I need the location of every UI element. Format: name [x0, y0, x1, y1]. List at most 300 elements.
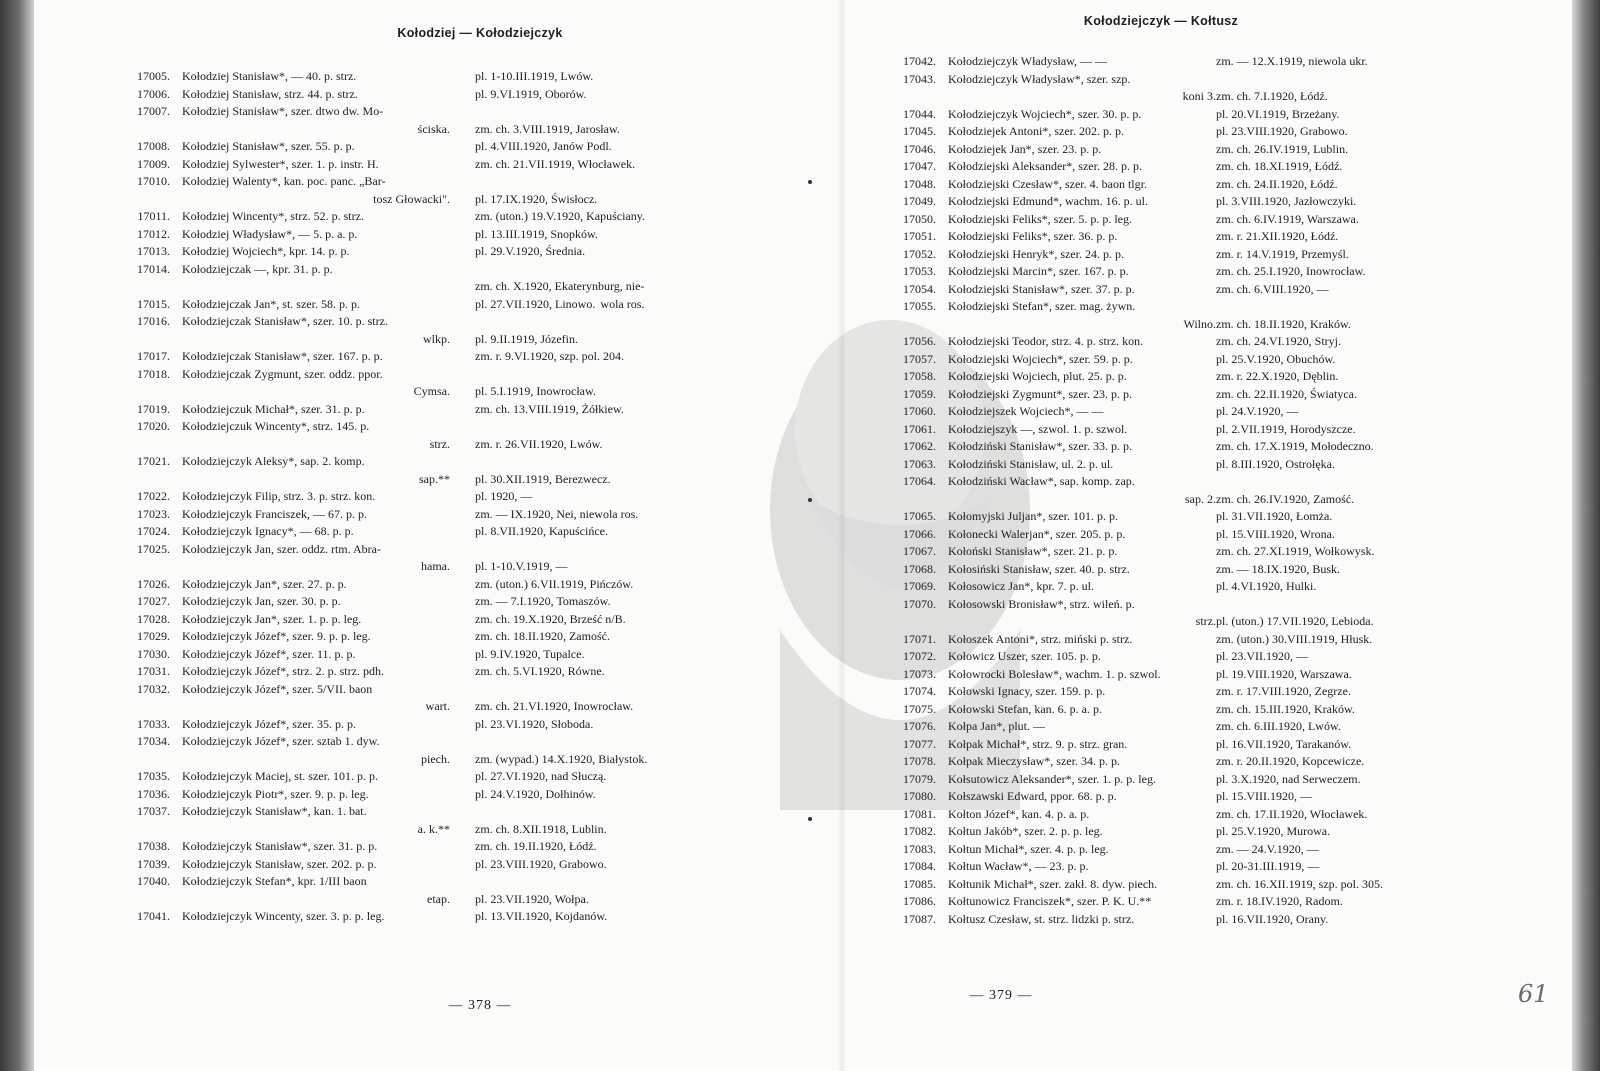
entry-number: 17006.	[137, 86, 170, 101]
entry	[886, 823, 1576, 841]
entry-detail-text: pl. 23.VII.1920, —	[1216, 649, 1308, 663]
entry-number: 17075.	[903, 701, 936, 716]
entry-number: 17033.	[137, 716, 170, 731]
entry-number: 17020.	[137, 419, 170, 433]
entry	[886, 701, 1576, 719]
entry-number: 17083.	[903, 841, 936, 856]
entry-name-continuation: Wilno.	[1183, 316, 1216, 331]
entry	[120, 506, 840, 524]
entry-number: 17030.	[137, 646, 170, 661]
entry-name: Kołodziejczyk Jan, szer. oddz. rtm. Abra-	[182, 541, 381, 556]
entry-name: Kołodziejczuk Wincenty*, strz. 145. p.	[182, 419, 370, 433]
entry-detail-text: pl. 20.VI.1919, Brzeżany.	[1216, 106, 1340, 121]
entry-name: Kołosowski Bronisław*, strz. wileń. p.	[948, 596, 1135, 611]
entry-detail	[475, 68, 593, 86]
entry	[886, 631, 1576, 649]
entry-detail	[1216, 648, 1308, 666]
entry	[886, 228, 1576, 246]
handwritten-note: 61	[1518, 980, 1549, 1008]
entry-detail	[475, 523, 608, 541]
entry-detail-text: pl. 9.II.1919, Józefin.	[475, 331, 578, 346]
entry-number: 17065.	[903, 509, 936, 523]
entry-name: Kołosiński Stanisław, szer. 40. p. strz.	[948, 561, 1130, 576]
entry-detail	[1216, 578, 1316, 596]
entry-detail	[1216, 736, 1351, 754]
entry-detail-text: zm. ch. 16.XII.1919, szp. pol. 305.	[1216, 876, 1383, 891]
entry-number: 17056.	[903, 334, 936, 348]
entry-number: 17011.	[137, 209, 170, 223]
entry-detail-text: zm. ch. 7.I.1920, Łódź.	[1216, 89, 1328, 103]
entry-detail	[475, 751, 647, 769]
entry-detail-text: pl. 27.VI.1920, nad Słuczą.	[475, 769, 607, 783]
entry-detail-text: zm. ch. 24.II.1920, Łódź.	[1216, 176, 1338, 191]
entry-number: 17012.	[137, 226, 170, 241]
entry	[886, 876, 1576, 894]
entry-detail	[475, 191, 597, 209]
entry-name-continuation: Cymsa.	[413, 384, 450, 398]
entry-detail-text: zm. ch. 6.VIII.1920, —	[1216, 281, 1329, 296]
entry-name: Kołtun Jakób*, szer. 2. p. p. leg.	[948, 824, 1103, 838]
entry	[886, 858, 1576, 876]
entry-number: 17082.	[903, 824, 936, 838]
entry-name: Kołodziejczyk Wincenty, szer. 3. p. p. leg.	[182, 909, 385, 923]
entry-detail	[1216, 666, 1352, 684]
entry-number: 17040.	[137, 874, 170, 888]
entry-name: Kołodziejczak Jan*, st. szer. 58. p. p.	[182, 296, 360, 311]
entry-name: Kołtun Michał*, szer. 4. p. p. leg.	[948, 841, 1109, 856]
entry-name: Kołodziejczyk Aleksy*, sap. 2. komp.	[182, 454, 365, 468]
entry-number: 17076.	[903, 719, 936, 733]
entry-name: Kołodziejski Czesław*, szer. 4. baon tlgr.	[948, 176, 1147, 191]
entry-name: Kołonecki Walerjan*, szer. 205. p. p.	[948, 526, 1126, 541]
entry-detail-text: pl. 5.I.1919, Inowrocław.	[475, 384, 596, 398]
entry	[886, 368, 1576, 386]
entry-detail	[475, 436, 603, 454]
entry-detail	[1216, 876, 1383, 894]
entry-number: 17081.	[903, 806, 936, 821]
entry-list	[886, 53, 1576, 928]
entry-detail	[1216, 491, 1354, 509]
entry-number: 17009.	[137, 156, 170, 171]
entry-number: 17055.	[903, 299, 936, 313]
entry-detail-text: pl. 23.VIII.1920, Grabowo.	[475, 856, 607, 871]
entry-detail	[1216, 753, 1364, 771]
entry-detail-text: pl. 8.VII.1920, Kapuścińce.	[475, 524, 608, 538]
entry-number: 17069.	[903, 579, 936, 593]
entry	[120, 453, 840, 488]
entry-detail	[475, 628, 610, 646]
entry-name: Kołodziejczyk Józef*, szer. 5/VII. baon	[182, 681, 373, 696]
entry-number: 17016.	[137, 314, 170, 328]
entry-name: Kołodziejski Feliks*, szer. 36. p. p.	[948, 229, 1118, 243]
entry-number: 17049.	[903, 194, 936, 208]
entry-detail-text: zm. ch. 13.VIII.1919, Żółkiew.	[475, 401, 624, 416]
left-page	[120, 0, 840, 1071]
entry	[120, 68, 840, 86]
entry-detail-text: pl. 23.VII.1920, Wołpa.	[475, 891, 589, 906]
entry-detail	[475, 296, 595, 314]
entry-number: 17048.	[903, 176, 936, 191]
entry-detail	[1216, 456, 1335, 474]
entry-name: Kołtun Wacław*, — 23. p. p.	[948, 859, 1089, 873]
entry	[120, 243, 840, 261]
entry-detail-text: pl. 16.VII.1920, Orany.	[1216, 911, 1329, 926]
entry-name: Kołodziejski Zygmunt*, szer. 23. p. p.	[948, 386, 1132, 401]
entry-name: Kołodziński Stanisław*, szer. 33. p. p.	[948, 439, 1132, 453]
entry-number: 17059.	[903, 386, 936, 401]
entry-detail-text: pl. 19.VIII.1920, Warszawa.	[1216, 666, 1352, 681]
entry	[120, 628, 840, 646]
entry-name-continuation: wlkp.	[423, 331, 450, 346]
entry-detail-text: zm. r. 20.II.1920, Kopcewicze.	[1216, 754, 1365, 768]
entry-name: Kołodziej Wojciech*, kpr. 14. p. p.	[182, 244, 350, 258]
entry-name: Kołodziejski Teodor, strz. 4. p. strz. kon.	[948, 334, 1144, 348]
entry-number: 17044.	[903, 106, 936, 121]
entry	[886, 666, 1576, 684]
entry-number: 17063.	[903, 456, 936, 471]
entry-detail-text: pl. 3.X.1920, nad Serweczem.	[1216, 771, 1361, 786]
entry-name: Kołodziejski Henryk*, szer. 24. p. p.	[948, 246, 1124, 261]
entry-detail-text: zm. (uton.) 30.VIII.1919, Hłusk.	[1216, 631, 1373, 646]
entry-detail	[1216, 53, 1368, 71]
entry-number: 17067.	[903, 544, 936, 558]
entry	[886, 893, 1576, 911]
entry-number: 17024.	[137, 524, 170, 538]
entry-detail	[1216, 421, 1356, 439]
entry-detail-text: zm. ch. 27.XI.1919, Wołkowysk.	[1216, 544, 1375, 558]
entry-detail-text: zm. — 7.I.1920, Tomaszów.	[475, 594, 611, 608]
left-book-edge	[0, 0, 34, 1071]
entry-number: 17028.	[137, 611, 170, 626]
entry-detail-text: pl. 25.V.1920, Obuchów.	[1216, 351, 1336, 366]
entry-name: Kołodziejczyk Maciej, st. szer. 101. p. p.	[182, 769, 378, 783]
entry-detail-text: zm. (wypad.) 14.X.1920, Białystok.	[475, 751, 648, 766]
entry-name: Kołoński Stanisław*, szer. 21. p. p.	[948, 544, 1118, 558]
entry-name: Kołodziejczak Stanisław*, szer. 167. p. p.	[182, 349, 383, 363]
entry-number: 17008.	[137, 139, 170, 153]
entry	[886, 421, 1576, 439]
entry-detail-text: pl. 27.VII.1920, Linowo.	[475, 296, 596, 311]
entry-number: 17018.	[137, 366, 170, 381]
entry-name-continuation: tosz Głowacki".	[373, 191, 450, 206]
entry	[886, 403, 1576, 421]
entry-name: Kołodziejczyk Władysław*, szer. szp.	[948, 71, 1131, 86]
entry	[886, 176, 1576, 194]
entry-detail	[1216, 316, 1351, 334]
entry	[120, 593, 840, 611]
entry-detail	[1216, 823, 1330, 841]
entry-number: 17042.	[903, 54, 936, 68]
entry	[120, 576, 840, 594]
entry-detail	[1216, 893, 1343, 911]
entry-detail-continuation: wola ros.	[600, 296, 645, 311]
entry-name: Kołowicz Uszer, szer. 105. p. p.	[948, 649, 1101, 663]
entry-detail-text: zm. r. 14.V.1919, Przemyśl.	[1216, 246, 1349, 261]
entry-name: Kołtunowicz Franciszek*, szer. P. K. U.**	[948, 894, 1152, 908]
entry-detail-text: pl. 24.V.1920, Dołhinów.	[475, 786, 596, 801]
entry	[120, 908, 840, 926]
entry	[886, 438, 1576, 456]
entry-number: 17085.	[903, 876, 936, 891]
entry-detail-text: zm. ch. 19.X.1920, Brześć n/B.	[475, 611, 626, 626]
entry-name: Kołodziej Stanisław*, szer. dtwo dw. Mo-	[182, 104, 384, 118]
entry	[120, 646, 840, 664]
entry	[886, 333, 1576, 351]
entry-name: Kołodziejczak Stanisław*, szer. 10. p. strz.	[182, 314, 388, 328]
entry-number: 17053.	[903, 264, 936, 278]
entry	[886, 298, 1576, 333]
entry-detail-text: pl. 16.VII.1920, Tarakanów.	[1216, 736, 1352, 751]
entry-name: Kołodziej Stanisław, strz. 44. p. strz.	[182, 86, 358, 101]
entry-detail	[475, 226, 598, 244]
entry-number: 17025.	[137, 541, 170, 556]
entry-detail-text: pl. 13.VII.1920, Kojdanów.	[475, 909, 608, 923]
entry-detail-text: pl. 17.IX.1920, Świsłocz.	[475, 191, 598, 206]
entry-number: 17022.	[137, 489, 170, 503]
entry-number: 17073.	[903, 666, 936, 681]
entry-detail	[475, 488, 532, 506]
entry-detail	[1216, 123, 1348, 141]
entry-detail	[1216, 141, 1348, 159]
entry	[886, 911, 1576, 929]
entry-number: 17054.	[903, 281, 936, 296]
entry-detail-text: pl. 30.XII.1919, Berezwecz.	[475, 471, 611, 486]
entry-name: Kołsutowicz Aleksander*, szer. 1. p. p. leg.	[948, 771, 1156, 786]
entry-detail-text: pl. 3.VIII.1920, Jazłowczyki.	[1216, 194, 1357, 208]
entry-number: 17019.	[137, 401, 170, 416]
entry-name: Kołodziej Stanisław*, — 40. p. strz.	[182, 69, 357, 83]
entry-detail-text: pl. 9.VI.1919, Oborów.	[475, 86, 587, 101]
entry-name: Kołodziejczyk Józef*, szer. 35. p. p.	[182, 716, 356, 731]
entry	[120, 86, 840, 104]
entry	[886, 771, 1576, 789]
entry-name-continuation: strz.	[429, 436, 450, 451]
entry-name-continuation: wart.	[425, 699, 450, 713]
entry-detail-text: pl. 8.III.1920, Ostrołęka.	[1216, 456, 1335, 471]
entry	[120, 348, 840, 366]
entry	[886, 543, 1576, 561]
entry-name: Kołodziej Stanisław*, szer. 55. p. p.	[182, 139, 355, 153]
entry-name: Kołodziejczyk Franciszek, — 67. p. p.	[182, 506, 367, 521]
entry-name-continuation: a. k.**	[417, 821, 450, 836]
entry-number: 17046.	[903, 141, 936, 156]
entry-name: Kołodziejski Edmund*, wachm. 16. p. ul.	[948, 194, 1148, 208]
entry-detail	[475, 908, 607, 926]
entry	[120, 173, 840, 208]
entry-number: 17064.	[903, 474, 936, 488]
entry-detail	[1216, 88, 1328, 106]
entry-number: 17007.	[137, 104, 170, 118]
entry-detail-text: zm. ch. 18.II.1920, Zamość.	[475, 629, 610, 643]
entry-name: Kołodziej Walenty*, kan. poc. panc. „Bar-	[182, 174, 386, 188]
entry-detail-text: zm. r. 22.X.1920, Dęblin.	[1216, 369, 1339, 383]
entry-name: Kołodziejczyk Stefan*, kpr. 1/III baon	[182, 874, 367, 888]
entry-detail	[475, 208, 645, 226]
entry-number: 17051.	[903, 229, 936, 243]
running-head: Kołodziej — Kołodziejczyk	[397, 26, 563, 40]
entry-detail-text: zm. ch. 19.II.1920, Łódź.	[475, 839, 597, 853]
entry-number: 17072.	[903, 649, 936, 663]
entry-detail-text: pl. 1-10.V.1919, —	[475, 559, 568, 573]
entry-detail-text: pl. (uton.) 17.VII.1920, Lebioda.	[1216, 614, 1374, 628]
entry-detail-text: zm. ch. 6.IV.1919, Warszawa.	[1216, 211, 1359, 226]
entry-name: Kołodziejczyk Stanisław, szer. 202. p. p.	[182, 856, 377, 871]
entry-detail	[1216, 333, 1341, 351]
entry-number: 17086.	[903, 894, 936, 908]
entry-name: Kołodziejski Wojciech*, szer. 59. p. p.	[948, 351, 1133, 366]
entry	[120, 138, 840, 156]
entry-name: Kołpak Michał*, strz. 9. p. strz. gran.	[948, 736, 1128, 751]
entry	[886, 473, 1576, 508]
entry	[120, 226, 840, 244]
entry-name: Kołodziej Władysław*, — 5. p. a. p.	[182, 226, 358, 241]
entry-detail-text: pl. 2.VII.1919, Horodyszcze.	[1216, 421, 1356, 436]
entry-name-continuation: koni 3.	[1182, 89, 1216, 103]
entry-name: Kołtunik Michał*, szer. zakł. 8. dyw. piech.	[948, 876, 1158, 891]
entry-detail	[475, 401, 624, 419]
entry-detail-text: zm. ch. 26.IV.1919, Lublin.	[1216, 141, 1349, 156]
entry-detail	[475, 663, 605, 681]
entry-detail	[475, 558, 567, 576]
entry-name: Kołodziejski Stefan*, szer. mag. żywn.	[948, 299, 1136, 313]
entry-number: 17027.	[137, 594, 170, 608]
entry-detail	[1216, 788, 1312, 806]
entry-name: Kołodziejski Wojciech, plut. 25. p. p.	[948, 369, 1127, 383]
entry-detail-text: zm. — IX.1920, Nei, niewola ros.	[475, 506, 639, 521]
entry-detail-text: zm. ch. 5.VI.1920, Równe.	[475, 664, 605, 678]
entry-detail	[1216, 106, 1340, 124]
entry	[886, 263, 1576, 281]
entry-list	[120, 68, 840, 926]
entry-name: Kołodziejski Stanisław*, szer. 37. p. p.	[948, 281, 1135, 296]
entry-detail	[1216, 613, 1374, 631]
entry	[120, 523, 840, 541]
entry-detail-text: zm. ch. 25.I.1920, Inowrocław.	[1216, 264, 1366, 278]
entry	[886, 193, 1576, 211]
entry-detail-text: zm. ch. 24.VI.1920, Stryj.	[1216, 334, 1341, 348]
entry-detail	[1216, 561, 1340, 579]
entry-detail	[475, 243, 585, 261]
entry-name: Kołodziejczyk Józef*, szer. 9. p. p. leg.	[182, 629, 371, 643]
entry	[120, 611, 840, 629]
entry-detail-text: zm. ch. 6.III.1920, Lwów.	[1216, 719, 1341, 733]
entry-number: 17005.	[137, 69, 170, 83]
entry	[886, 788, 1576, 806]
entry	[120, 768, 840, 786]
entry	[120, 786, 840, 804]
entry-name: Kołodziej Wincenty*, strz. 52. p. strz.	[182, 209, 364, 223]
entry-name: Kołodziejczyk Stanisław*, szer. 31. p. p.	[182, 839, 378, 853]
entry-detail	[1216, 806, 1367, 824]
entry-detail	[1216, 771, 1361, 789]
entry	[120, 663, 840, 681]
entry-name: Kołodziejczyk Józef*, szer. 11. p. p.	[182, 646, 356, 661]
entry-detail	[1216, 543, 1374, 561]
entry-detail	[475, 891, 589, 909]
entry	[886, 718, 1576, 736]
entry-name: Kołodziejek Antoni*, szer. 202. p. p.	[948, 124, 1124, 138]
entry-number: 17036.	[137, 786, 170, 801]
entry	[886, 386, 1576, 404]
entry-name: Kołodziejczyk Józef*, strz. 2. p. strz. pdh.	[182, 664, 384, 678]
entry-detail-text: zm. ch. 18.II.1920, Kraków.	[1216, 316, 1351, 331]
entry-number: 17057.	[903, 351, 936, 366]
entry-detail	[1216, 176, 1338, 194]
entry-detail-text: zm. ch. 18.XI.1919, Łódź.	[1216, 159, 1343, 173]
entry-name-continuation: sap. 2.	[1185, 491, 1216, 506]
entry-detail-text: zm. ch. 21.VI.1920, Inowrocław.	[475, 699, 634, 713]
page-number: — 378 —	[448, 998, 512, 1013]
entry	[886, 806, 1576, 824]
entry-detail	[1216, 403, 1298, 421]
entry-detail-text: zm. — 24.V.1920, —	[1216, 841, 1319, 856]
entry-number: 17060.	[903, 404, 936, 418]
entry-detail	[1216, 263, 1366, 281]
entry-detail	[1216, 351, 1335, 369]
entry	[120, 296, 840, 314]
right-book-edge	[1572, 0, 1600, 1071]
entry-detail-text: zm. — 18.IX.1920, Busk.	[1216, 561, 1340, 576]
entry-detail-text: zm. r. 26.VII.1920, Lwów.	[475, 436, 603, 451]
entry-name: Kołodziejek Jan*, szer. 23. p. p.	[948, 141, 1102, 156]
entry-detail	[1216, 368, 1338, 386]
entry	[886, 158, 1576, 176]
entry-detail-text: zm. ch. 21.VII.1919, Włocławek.	[475, 156, 636, 171]
entry-detail-text: pl. 4.VI.1920, Hulki.	[1216, 579, 1317, 593]
entry	[120, 208, 840, 226]
entry-name: Kołoszek Antoni*, strz. miński p. strz.	[948, 631, 1133, 646]
entry-number: 17050.	[903, 211, 936, 226]
entry-number: 17026.	[137, 576, 170, 591]
entry-detail	[1216, 281, 1329, 299]
entry-name: Kołodziejczyk Piotr*, szer. 9. p. p. leg.	[182, 786, 369, 801]
entry-detail	[1216, 718, 1341, 736]
entry-detail	[475, 86, 587, 104]
entry-number: 17039.	[137, 856, 170, 871]
entry-number: 17035.	[137, 769, 170, 783]
entry	[120, 313, 840, 348]
entry-name: Kołodziejczyk Stanisław*, kan. 1. bat.	[182, 804, 367, 818]
entry-detail	[1216, 246, 1349, 264]
entry-name: Kołodziejczyk Władysław, — —	[948, 54, 1107, 68]
entry-detail-text: zm. ch. 3.VIII.1919, Jarosław.	[475, 121, 620, 136]
entry	[886, 53, 1576, 71]
entry-number: 17079.	[903, 771, 936, 786]
entry-number: 17047.	[903, 159, 936, 173]
entry-detail	[1216, 858, 1319, 876]
entry-name-continuation: ściska.	[417, 121, 450, 136]
entry-detail-text: pl. 15.VIII.1920, Wrona.	[1216, 526, 1335, 541]
entry	[886, 508, 1576, 526]
entry	[120, 103, 840, 138]
entry	[886, 106, 1576, 124]
entry-name: Kołodziejczyk Ignacy*, — 68. p. p.	[182, 524, 354, 538]
entry-number: 17068.	[903, 561, 936, 576]
entry-name: Kołodziej Sylwester*, szer. 1. p. instr. H.	[182, 156, 379, 171]
entry-name: Kołodziejczak Zygmunt, szer. oddz. ppor.	[182, 366, 383, 381]
entry-name: Kołodziński Stanisław, ul. 2. p. ul.	[948, 456, 1114, 471]
entry-number: 17021.	[137, 454, 170, 468]
entry-name: Kołszawski Edward, ppor. 68. p. p.	[948, 789, 1117, 803]
entry-name-continuation: piech.	[421, 751, 450, 766]
entry-detail-text: pl. 4.VIII.1920, Janów Podl.	[475, 139, 612, 153]
entry-name: Kołodziejczyk Filip, strz. 3. p. strz. kon.	[182, 489, 376, 503]
entry-detail-text: zm. ch. X.1920, Ekaterynburg, nie-	[475, 279, 645, 293]
entry	[120, 838, 840, 856]
entry-detail	[1216, 438, 1374, 456]
entry-name: Kołosowicz Jan*, kpr. 7. p. ul.	[948, 579, 1094, 593]
entry	[120, 366, 840, 401]
